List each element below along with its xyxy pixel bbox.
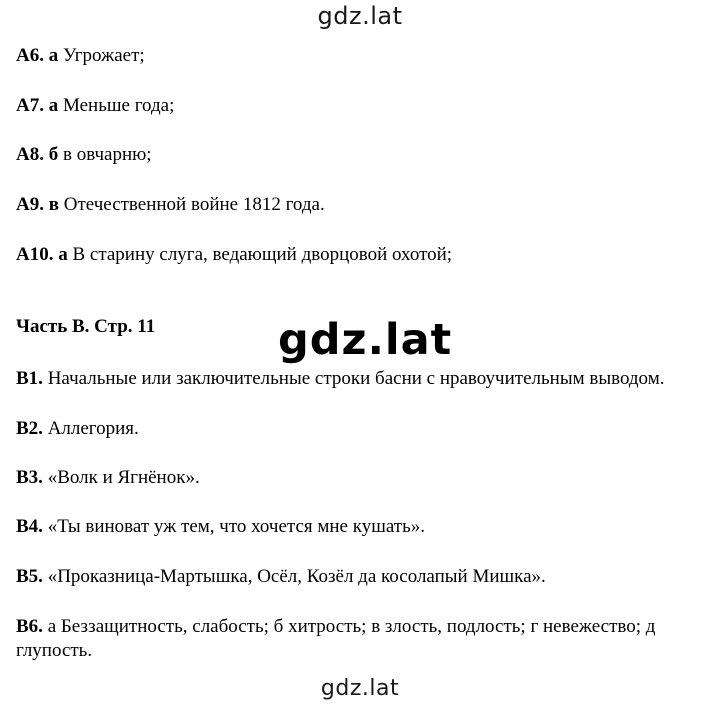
answer-text: «Проказница-Мартышка, Осёл, Козёл да косолапый Мишка». bbox=[47, 566, 546, 587]
answer-number: B6. bbox=[16, 616, 43, 637]
watermark-bottom: gdz.lat bbox=[320, 676, 400, 701]
answer-b1 bbox=[16, 367, 664, 391]
answer-text: Аллегория. bbox=[47, 418, 139, 439]
answer-letter: а bbox=[58, 244, 68, 265]
answer-number: A6. bbox=[16, 45, 44, 66]
section-heading: Часть В. Стр. 11 bbox=[16, 316, 156, 337]
answer-text: Угрожает; bbox=[62, 45, 145, 66]
answer-letter: б bbox=[48, 144, 59, 165]
watermark-middle: gdz.lat bbox=[278, 315, 453, 365]
answer-text: в овчарню; bbox=[62, 144, 152, 165]
answer-text: «Волк и Ягнёнок». bbox=[47, 467, 200, 488]
answer-b3 bbox=[16, 466, 200, 490]
answer-number: B4. bbox=[16, 516, 43, 537]
watermark-top: gdz.lat bbox=[317, 2, 403, 30]
answer-number: A7. bbox=[16, 95, 44, 116]
answer-text: Отечественной войне 1812 года. bbox=[63, 194, 325, 215]
answer-number: B2. bbox=[16, 418, 43, 439]
answer-text: В старину слуга, ведающий дворцовой охотой; bbox=[72, 244, 453, 265]
answer-text: а Беззащитность, слабость; б хитрость; в злость, подлость; г невежество; д глупость. bbox=[16, 616, 656, 661]
answer-number: A8. bbox=[16, 144, 44, 165]
answer-a7 bbox=[16, 94, 174, 118]
answer-letter: в bbox=[48, 194, 59, 215]
answer-text: Начальные или заключительные строки басни с нравоучительным выводом. bbox=[47, 368, 665, 389]
answer-b6 bbox=[16, 615, 706, 663]
answer-text: «Ты виноват уж тем, что хочется мне кушать». bbox=[47, 516, 425, 537]
answer-text: Меньше года; bbox=[62, 95, 175, 116]
answer-a6 bbox=[16, 44, 145, 68]
answer-letter: а bbox=[48, 45, 59, 66]
answer-b5 bbox=[16, 565, 546, 589]
answer-number: B3. bbox=[16, 467, 43, 488]
answer-a9 bbox=[16, 193, 325, 217]
answer-number: A10. bbox=[16, 244, 54, 265]
answer-b4 bbox=[16, 515, 425, 539]
answer-number: B1. bbox=[16, 368, 43, 389]
answer-a10 bbox=[16, 243, 452, 267]
answer-a8 bbox=[16, 143, 152, 167]
answer-number: A9. bbox=[16, 194, 44, 215]
answer-letter: а bbox=[48, 95, 59, 116]
answer-number: B5. bbox=[16, 566, 43, 587]
answer-b2 bbox=[16, 417, 139, 441]
